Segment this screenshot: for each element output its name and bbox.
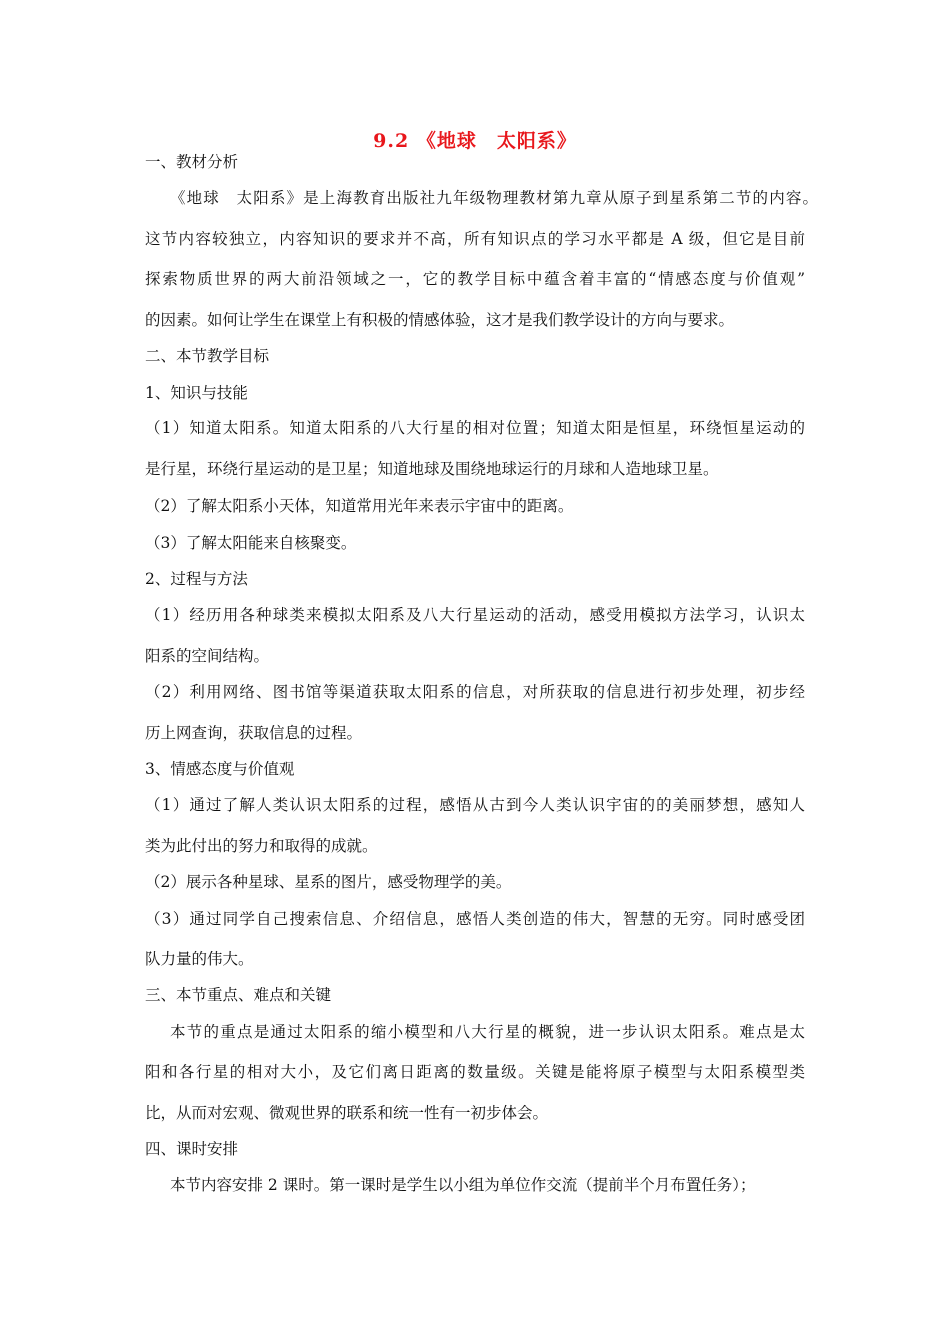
subheading-process-methods: 2、过程与方法 xyxy=(145,570,248,588)
heading-schedule: 四、课时安排 xyxy=(145,1140,239,1158)
paragraph-line: 是行星，环绕行星运动的是卫星；知道地球及围绕地球运行的月球和人造地球卫星。 xyxy=(145,460,719,478)
paragraph-line: 类为此付出的努力和取得的成就。 xyxy=(145,837,378,855)
paragraph-line: 探索物质世界的两大前沿领域之一，它的教学目标中蕴含着丰富的“情感态度与价值观” xyxy=(145,270,805,288)
document-title: 9.2 《地球 太阳系》 xyxy=(373,130,577,152)
paragraph-line: （2）展示各种星球、星系的图片，感受物理学的美。 xyxy=(145,873,512,891)
paragraph-line: 阳和各行星的相对大小，及它们离日距离的数量级。关键是能将原子模型与太阳系模型类 xyxy=(145,1063,805,1081)
heading-key-points: 三、本节重点、难点和关键 xyxy=(145,986,332,1004)
paragraph-line: （1）知道太阳系。知道太阳系的八大行星的相对位置；知道太阳是恒星，环绕恒星运动的 xyxy=(145,419,805,437)
paragraph-line: 阳系的空间结构。 xyxy=(145,647,270,665)
paragraph-line: 的因素。如何让学生在课堂上有积极的情感体验，这才是我们教学设计的方向与要求。 xyxy=(145,311,735,329)
paragraph-line: （3）通过同学自己搜索信息、介绍信息，感悟人类创造的伟大，智慧的无穷。同时感受团 xyxy=(145,910,805,928)
paragraph-line: 比，从而对宏观、微观世界的联系和统一性有一初步体会。 xyxy=(145,1104,549,1122)
paragraph-line: 本节的重点是通过太阳系的缩小模型和八大行星的概貌，进一步认识太阳系。难点是太 xyxy=(170,1023,805,1041)
paragraph-line: （2）利用网络、图书馆等渠道获取太阳系的信息，对所获取的信息进行初步处理，初步经 xyxy=(145,683,805,701)
paragraph-line: （2）了解太阳系小天体，知道常用光年来表示宇宙中的距离。 xyxy=(145,497,574,515)
paragraph-line: 历上网查询，获取信息的过程。 xyxy=(145,724,363,742)
paragraph-line: 队力量的伟大。 xyxy=(145,950,254,968)
subheading-emotions-values: 3、情感态度与价值观 xyxy=(145,760,295,778)
heading-material-analysis: 一、教材分析 xyxy=(145,153,239,171)
paragraph-line: 这节内容较独立，内容知识的要求并不高，所有知识点的学习水平都是 A 级，但它是目前 xyxy=(145,230,805,248)
paragraph-line: 本节内容安排 2 课时。第一课时是学生以小组为单位作交流（提前半个月布置任务）； xyxy=(170,1176,756,1194)
paragraph-line: （1）通过了解人类认识太阳系的过程，感悟从古到今人类认识宇宙的的美丽梦想，感知人 xyxy=(145,796,805,814)
paragraph-line: 《地球 太阳系》是上海教育出版社九年级物理教材第九章从原子到星系第二节的内容。 xyxy=(170,189,818,207)
paragraph-line: （1）经历用各种球类来模拟太阳系及八大行星运动的活动，感受用模拟方法学习，认识太 xyxy=(145,606,805,624)
paragraph-line: （3）了解太阳能来自核聚变。 xyxy=(145,534,357,552)
heading-teaching-goals: 二、本节教学目标 xyxy=(145,347,270,365)
subheading-knowledge-skills: 1、知识与技能 xyxy=(145,384,248,402)
